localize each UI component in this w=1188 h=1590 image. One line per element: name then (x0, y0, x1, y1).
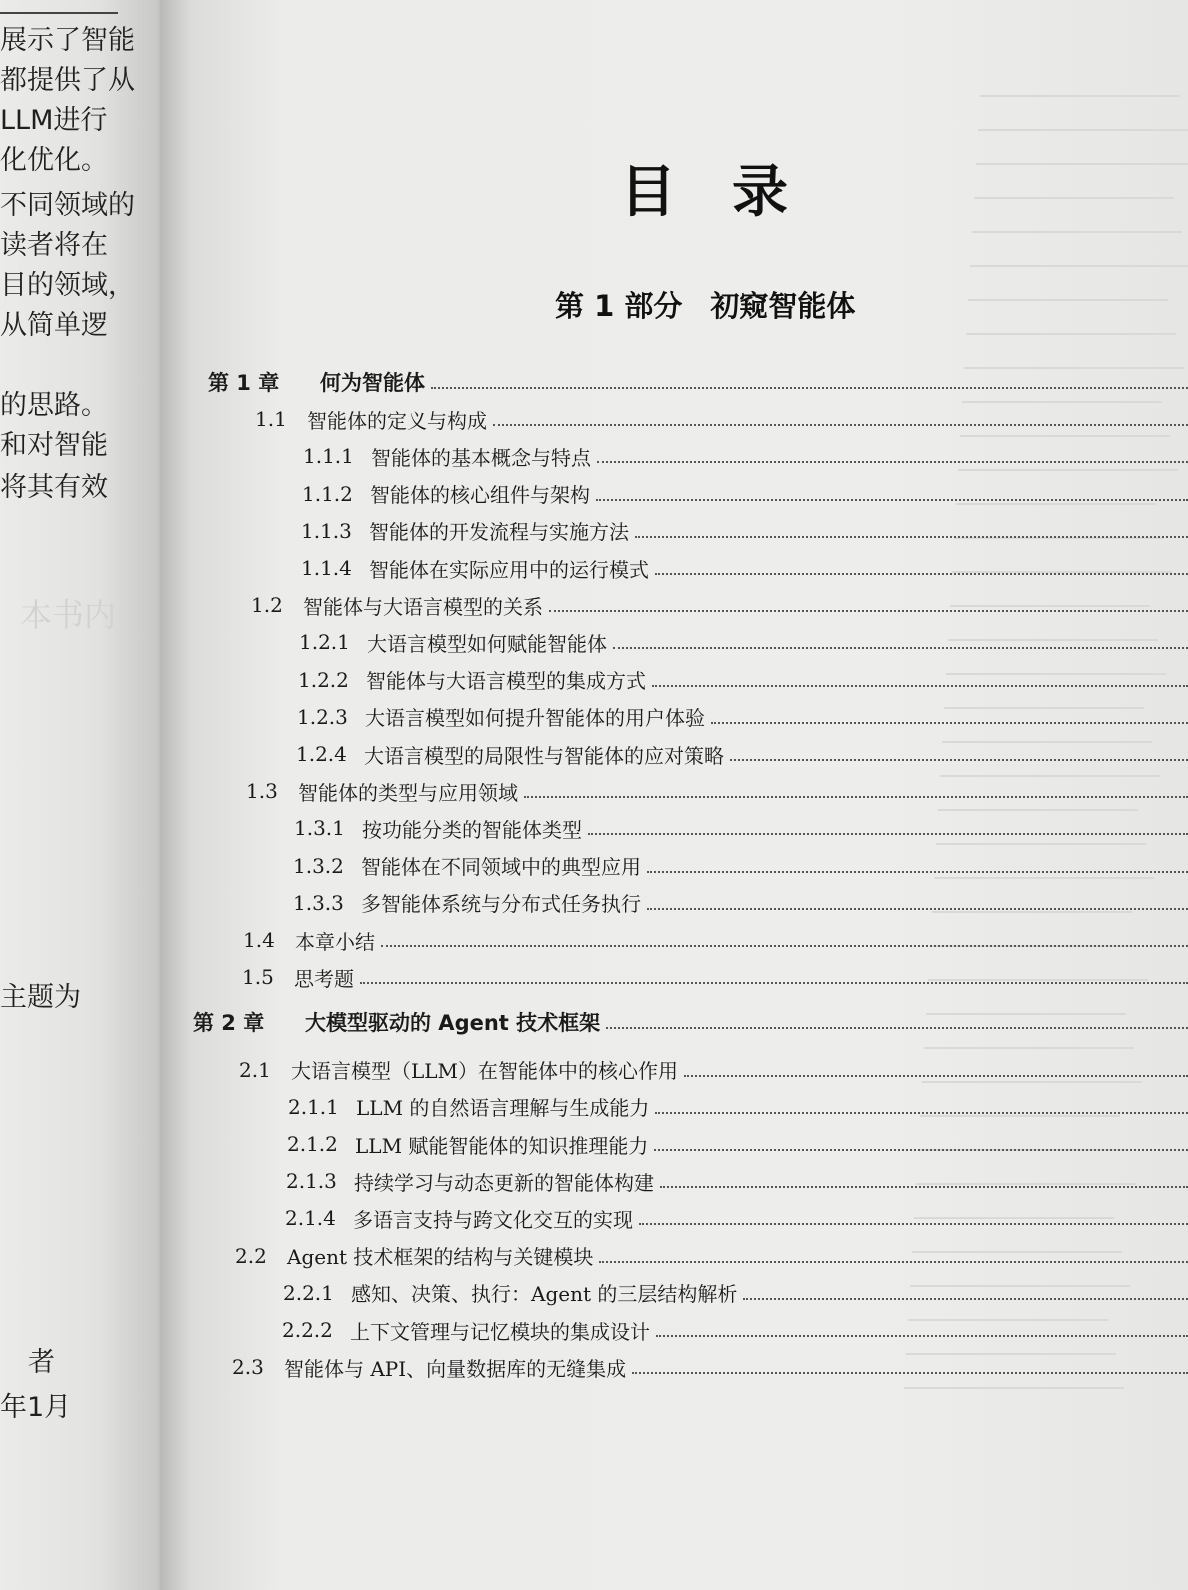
toc-entry[interactable] (235, 1240, 1188, 1272)
toc-entry[interactable] (286, 1165, 1188, 1197)
toc-title: 目录 (620, 160, 844, 225)
left-page-line: 本书内 (20, 596, 117, 634)
toc-leader-dots (381, 945, 1188, 947)
toc-entry-number: 1.2 (251, 593, 283, 618)
toc-leader-dots (524, 796, 1188, 798)
toc-entry[interactable] (283, 1277, 1188, 1309)
ghost-line (976, 163, 1188, 165)
left-page-line: 主题为 (0, 982, 81, 1013)
toc-entry[interactable] (243, 924, 1188, 956)
toc-entry-text: 感知、决策、执行：Agent 的三层结构解析 (351, 1282, 738, 1307)
toc-entry[interactable] (296, 738, 1188, 770)
toc-entry-number: 1.1.1 (303, 444, 354, 469)
toc-entry-number: 1.4 (243, 928, 275, 952)
left-page-line: 的思路。 (0, 390, 108, 421)
toc-entry-text: 智能体的开发流程与实施方法 (369, 520, 629, 545)
toc-entry-text: 智能体与大语言模型的集成方式 (366, 669, 646, 694)
toc-entry-text: 何为智能体 (320, 371, 425, 395)
toc-entry-text: 智能体的基本概念与特点 (371, 445, 591, 470)
ghost-line (974, 197, 1174, 199)
toc-entry-text: 按功能分类的智能体类型 (362, 817, 582, 842)
toc-entry[interactable] (298, 664, 1188, 696)
toc-entry-text: 多语言支持与跨文化交互的实现 (353, 1207, 633, 1232)
toc-entry-number: 1.2.1 (299, 630, 350, 655)
toc-entry[interactable] (301, 515, 1188, 547)
toc-entry-text: 上下文管理与记忆模块的集成设计 (350, 1319, 650, 1344)
ghost-line (966, 333, 1176, 335)
toc-leader-dots (493, 424, 1188, 426)
toc-leader-dots (596, 499, 1188, 501)
left-page (0, 0, 178, 1590)
toc-leader-dots (599, 1261, 1188, 1263)
toc-leader-dots (654, 1149, 1188, 1151)
left-page-line: 化优化。 (0, 145, 108, 176)
toc-leader-dots (639, 1223, 1188, 1225)
toc-entry[interactable] (255, 403, 1188, 435)
ghost-line (972, 231, 1182, 233)
toc-entry[interactable] (232, 1351, 1188, 1383)
toc-leader-dots (655, 1112, 1188, 1114)
toc-entry[interactable] (293, 887, 1188, 919)
toc-entry-number: 2.2.2 (282, 1318, 333, 1342)
toc-entry-text: 智能体与 API、向量数据库的无缝集成 (284, 1356, 627, 1381)
toc-entry-number: 2.2.1 (283, 1280, 334, 1305)
toc-leader-dots (652, 685, 1188, 687)
left-page-line: 和对智能 (0, 430, 108, 461)
toc-leader-dots (684, 1075, 1188, 1077)
toc-entry-text: 智能体在不同领域中的典型应用 (361, 855, 641, 880)
toc-entry-number: 第 1 章 (208, 371, 280, 395)
toc-entry[interactable] (208, 366, 1188, 398)
part-label: 第 1 部分 (555, 289, 683, 323)
toc-leader-dots (360, 982, 1188, 984)
toc-entry[interactable] (294, 812, 1188, 844)
part-name: 初窥智能体 (710, 289, 856, 323)
toc-leader-dots (635, 536, 1188, 538)
left-page-line: 目的领域， (0, 270, 135, 301)
toc-entry[interactable] (303, 440, 1188, 472)
toc-entry-text: LLM 的自然语言理解与生成能力 (356, 1096, 650, 1121)
toc-entry[interactable] (302, 478, 1188, 510)
left-page-line: 都提供了从 (0, 65, 135, 96)
toc-entry-text: 智能体的定义与构成 (307, 408, 487, 433)
toc-entry-text: 智能体在实际应用中的运行模式 (369, 557, 649, 582)
toc-entry-number: 2.1.4 (285, 1206, 336, 1231)
ghost-line (904, 1387, 1124, 1389)
ghost-line (978, 129, 1188, 131)
toc-entry-number: 1.2.3 (297, 704, 348, 729)
toc-entry-text: 思考题 (294, 966, 354, 991)
toc-entry-text: LLM 赋能智能体的知识推理能力 (355, 1133, 649, 1158)
toc-entry[interactable] (282, 1314, 1188, 1346)
toc-entry-number: 1.3.3 (293, 890, 344, 915)
toc-entry[interactable] (288, 1091, 1188, 1123)
left-page-line: 年1月 (0, 1392, 72, 1423)
toc-entry-text: 大语言模型如何赋能智能体 (367, 631, 607, 656)
toc-entry[interactable] (297, 701, 1188, 733)
toc-entry[interactable] (299, 626, 1188, 658)
toc-entry-text: 大语言模型的局限性与智能体的应对策略 (364, 743, 724, 768)
toc-entry-number: 1.2.2 (298, 667, 349, 692)
toc-entry-text: 大语言模型（LLM）在智能体中的核心作用 (291, 1059, 679, 1084)
toc-leader-dots (655, 573, 1188, 575)
toc-leader-dots (597, 461, 1188, 463)
toc-entry-number: 2.1.3 (286, 1169, 337, 1194)
part-title (555, 284, 883, 325)
toc-entry-number: 1.3.1 (294, 816, 345, 841)
toc-entry[interactable] (301, 552, 1188, 584)
toc-entry[interactable] (239, 1054, 1188, 1086)
toc-entry-number: 1.1.4 (301, 556, 352, 580)
toc-entry[interactable] (242, 961, 1188, 993)
toc-leader-dots (431, 387, 1188, 389)
toc-leader-dots (660, 1186, 1188, 1188)
left-page-line: 展示了智能 (0, 25, 135, 56)
toc-entry-text: 智能体的核心组件与架构 (370, 483, 590, 508)
toc-entry-number: 2.1 (239, 1057, 271, 1082)
left-page-line: 将其有效 (0, 472, 108, 503)
toc-entry-text: 智能体的类型与应用领域 (298, 780, 518, 805)
toc-entry-number: 1.5 (242, 965, 274, 990)
toc-entry-text: 智能体与大语言模型的关系 (303, 594, 543, 619)
toc-leader-dots (743, 1298, 1188, 1300)
toc-entry-text: Agent 技术框架的结构与关键模块 (287, 1245, 594, 1270)
toc-leader-dots (656, 1335, 1188, 1337)
toc-entry[interactable] (246, 775, 1188, 807)
top-rule (0, 12, 118, 14)
ghost-line (938, 809, 1138, 811)
left-page-line: 者 (28, 1347, 55, 1378)
toc-entry-number: 1.1.3 (301, 518, 352, 543)
ghost-line (980, 95, 1180, 97)
left-page-line: 不同领域的 (0, 190, 135, 221)
toc-leader-dots (730, 759, 1188, 761)
toc-entry-number: 第 2 章 (193, 1011, 265, 1036)
toc-entry-text: 大语言模型如何提升智能体的用户体验 (365, 706, 705, 731)
ghost-line (968, 299, 1168, 301)
toc-entry[interactable] (293, 850, 1188, 882)
toc-leader-dots (613, 647, 1188, 649)
toc-entry-number: 1.3 (246, 779, 278, 804)
toc-entry[interactable] (285, 1202, 1188, 1234)
toc-entry-number: 2.2 (235, 1243, 267, 1268)
toc-entry-number: 2.1.1 (288, 1094, 339, 1119)
left-page-line: LLM进行 (0, 105, 108, 136)
toc-entry-number: 1.1.2 (302, 481, 353, 506)
toc-leader-dots (711, 722, 1188, 724)
ghost-line (960, 435, 1170, 437)
toc-entry-text: 本章小结 (295, 929, 375, 954)
ghost-line (970, 265, 1188, 267)
left-page-line: 读者将在 (0, 230, 108, 261)
toc-entry-number: 1.1 (255, 407, 287, 432)
toc-leader-dots (632, 1372, 1188, 1374)
toc-entry-number: 2.1.2 (287, 1132, 338, 1156)
toc-entry-number: 2.3 (232, 1355, 264, 1380)
toc-entry-number: 1.3.2 (293, 853, 344, 878)
toc-entry-number: 1.2.4 (296, 742, 347, 766)
toc-entry-text: 持续学习与动态更新的智能体构建 (354, 1170, 654, 1195)
toc-entry-text: 多智能体系统与分布式任务执行 (361, 892, 641, 917)
toc-entry-text: 大模型驱动的 Agent 技术框架 (305, 1011, 601, 1036)
toc-leader-dots (549, 610, 1188, 612)
toc-leader-dots (588, 833, 1188, 835)
toc-entry[interactable] (193, 1006, 1188, 1038)
toc-leader-dots (606, 1027, 1188, 1029)
ghost-line (924, 1047, 1134, 1049)
toc-leader-dots (647, 908, 1188, 910)
toc-leader-dots (647, 871, 1188, 873)
toc-entry[interactable] (251, 589, 1188, 621)
toc-entry[interactable] (287, 1128, 1188, 1160)
left-page-line: 从简单逻 (0, 310, 108, 341)
